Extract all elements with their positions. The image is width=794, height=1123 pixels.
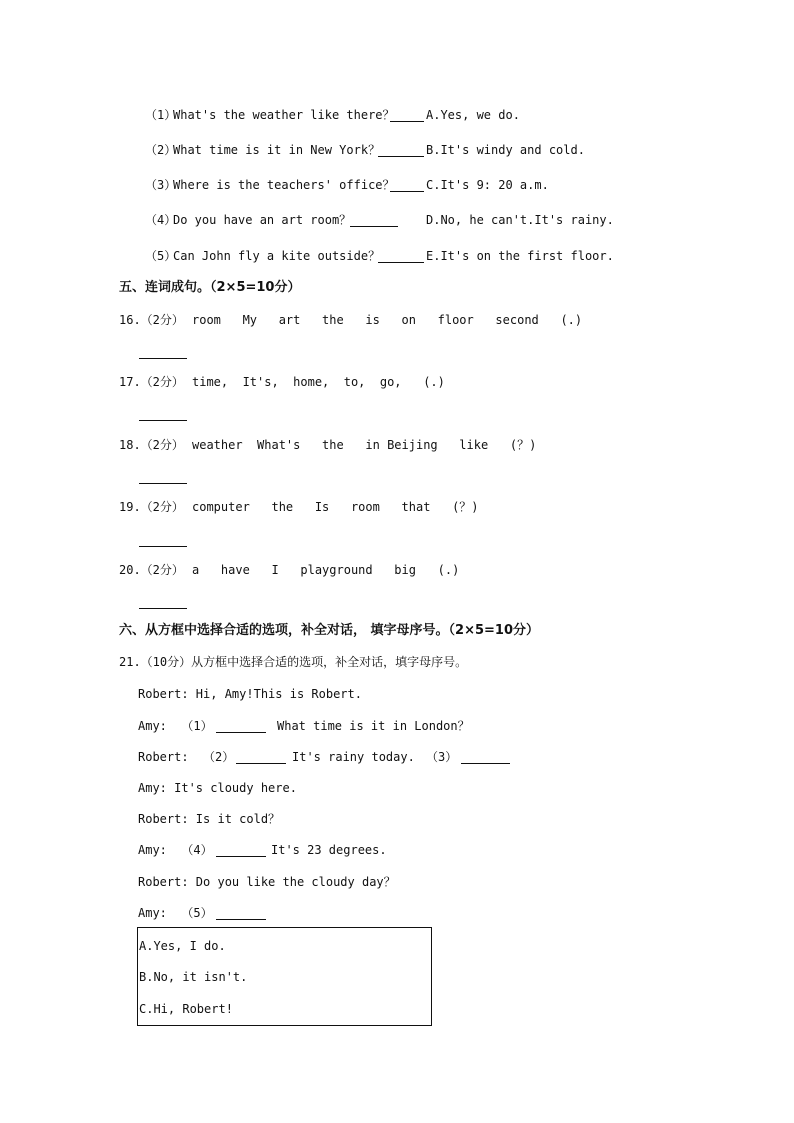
- dialogue-blank-5[interactable]: [216, 919, 266, 920]
- box-option-a: A.Yes, I do.: [139, 939, 226, 953]
- dialogue-line-8-speaker: Amy: （5）: [138, 906, 213, 920]
- matching-option-d: D.No, he can't.It's rainy.: [426, 213, 614, 227]
- dialogue-line-3-num: （3）: [426, 750, 458, 764]
- dialogue-line-4: Amy: It's cloudy here.: [138, 781, 297, 795]
- dialogue-line-2-speaker: Amy: （1）: [138, 719, 213, 733]
- matching-question-3: Where is the teachers' office？: [173, 178, 395, 192]
- answer-line-20[interactable]: [139, 608, 187, 609]
- question-19-words: computer the Is room that (？): [192, 500, 479, 514]
- dialogue-blank-4[interactable]: [216, 856, 266, 857]
- matching-num-1: （1）: [145, 108, 177, 122]
- question-17-number: 17.（2分）: [119, 375, 184, 389]
- dialogue-blank-3[interactable]: [461, 763, 510, 764]
- matching-option-e: E.It's on the first floor.: [426, 249, 614, 263]
- matching-num-4: （4）: [145, 213, 177, 227]
- dialogue-line-2-text: What time is it in London？: [277, 719, 470, 733]
- question-20-number: 20.（2分）: [119, 563, 184, 577]
- dialogue-line-7: Robert: Do you like the cloudy day？: [138, 875, 396, 889]
- dialogue-blank-2[interactable]: [236, 763, 286, 764]
- question-16-words: room My art the is on floor second (.): [192, 313, 583, 327]
- question-18-words: weather What's the in Beijing like (？): [192, 438, 537, 452]
- question-20-words: a have I playground big (.): [192, 563, 460, 577]
- dialogue-line-5: Robert: Is it cold？: [138, 812, 281, 826]
- section-6-title: 六、从方框中选择合适的选项，补全对话， 填字母序号。（2×5=10分）: [119, 623, 539, 638]
- matching-option-b: B.It's windy and cold.: [426, 143, 585, 157]
- dialogue-blank-1[interactable]: [216, 732, 266, 733]
- question-18-number: 18.（2分）: [119, 438, 184, 452]
- section-5-title: 五、连词成句。（2×5=10分）: [119, 280, 301, 295]
- question-19-number: 19.（2分）: [119, 500, 184, 514]
- answer-blank-1[interactable]: [390, 121, 424, 122]
- matching-question-5: Can John fly a kite outside？: [173, 249, 381, 263]
- answer-blank-4[interactable]: [350, 226, 398, 227]
- matching-option-a: A.Yes, we do.: [426, 108, 520, 122]
- dialogue-line-6-speaker: Amy: （4）: [138, 843, 213, 857]
- dialogue-line-3-speaker: Robert: （2）: [138, 750, 235, 764]
- answer-line-16[interactable]: [139, 358, 187, 359]
- dialogue-line-1: Robert: Hi, Amy!This is Robert.: [138, 687, 362, 701]
- question-21-prompt: 21.（10分）从方框中选择合适的选项，补全对话，填字母序号。: [119, 655, 468, 669]
- answer-line-17[interactable]: [139, 420, 187, 421]
- matching-question-1: What's the weather like there？: [173, 108, 395, 122]
- answer-blank-2[interactable]: [378, 156, 424, 157]
- answer-blank-5[interactable]: [378, 262, 424, 263]
- question-16-number: 16.（2分）: [119, 313, 184, 327]
- answer-blank-3[interactable]: [390, 191, 424, 192]
- matching-num-2: （2）: [145, 143, 177, 157]
- matching-option-c: C.It's 9: 20 a.m.: [426, 178, 549, 192]
- box-option-b: B.No, it isn't.: [139, 970, 248, 984]
- answer-line-18[interactable]: [139, 483, 187, 484]
- matching-num-3: （3）: [145, 178, 177, 192]
- question-17-words: time, It's, home, to, go, (.): [192, 375, 445, 389]
- box-option-c: C.Hi, Robert!: [139, 1002, 233, 1016]
- matching-question-4: Do you have an art room？: [173, 213, 352, 227]
- matching-num-5: （5）: [145, 249, 177, 263]
- dialogue-line-6-text: It's 23 degrees.: [271, 843, 387, 857]
- matching-question-2: What time is it in New York？: [173, 143, 381, 157]
- answer-line-19[interactable]: [139, 546, 187, 547]
- dialogue-line-3-text: It's rainy today.: [292, 750, 415, 764]
